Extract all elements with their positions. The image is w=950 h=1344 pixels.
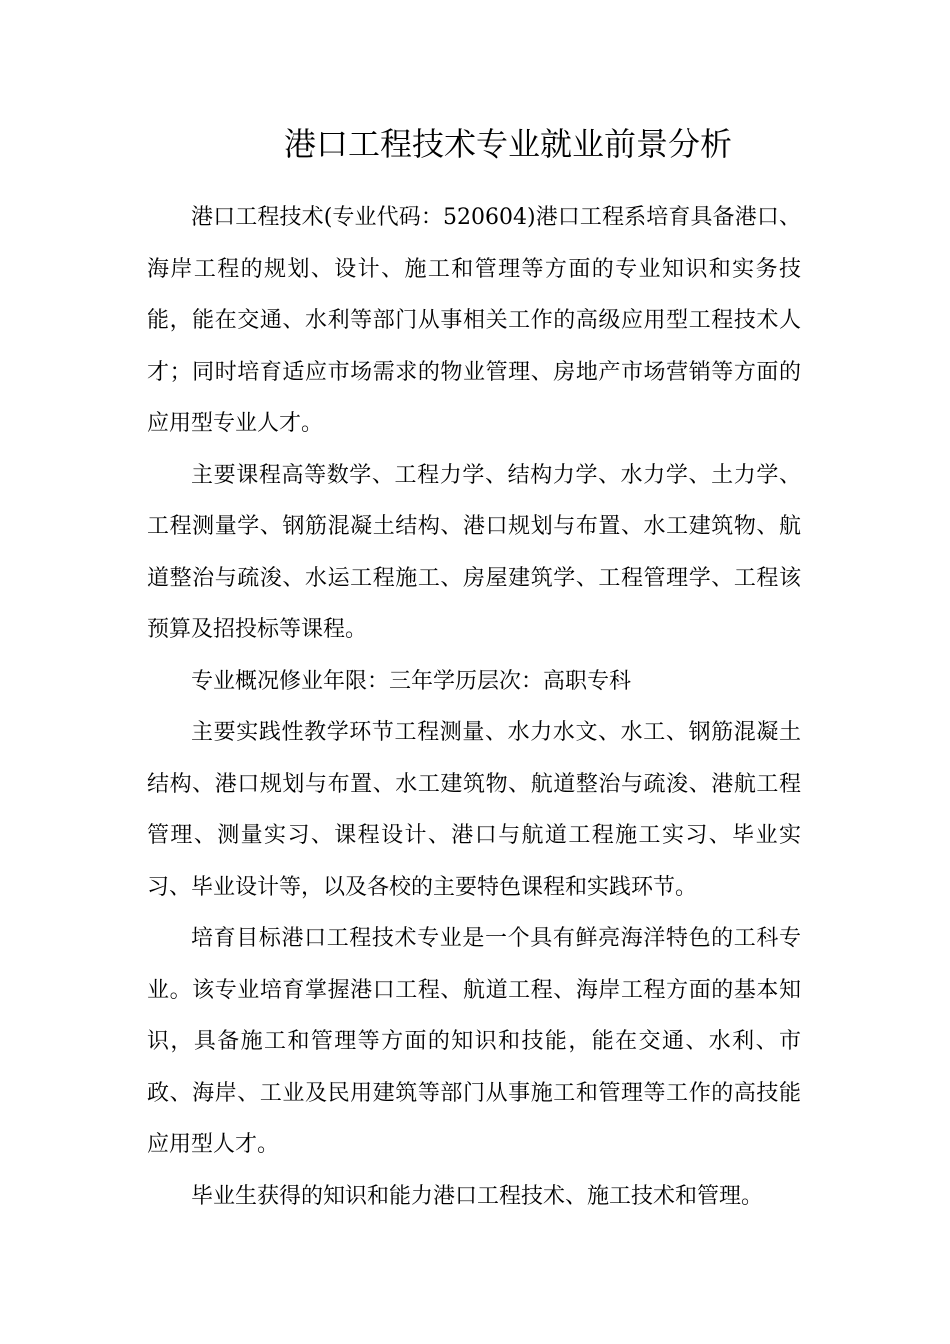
paragraph-training-goal: 培育目标港口工程技术专业是一个具有鲜亮海洋特色的工科专业。该专业培育掌握港口工程、航道工程、海岸工程方面的基本知识，具备施工和管理等方面的知识和技能，能在交通、水利、市政、海岸、工业及民用建筑等部门从事施工和管理等工作的高技能应用型人才。 — [147, 926, 801, 1157]
paragraph-program-intro: 港口工程技术(专业代码：520604)港口工程系培育具备港口、海岸工程的规划、设计、施工和管理等方面的专业知识和实务技能，能在交通、水利等部门从事相关工作的高级应用型工程技术人才；同时培育适应市场需求的物业管理、房地产市场营销等方面的应用型专业人才。 — [147, 205, 801, 436]
document-body — [147, 192, 801, 1222]
paragraph-practical-training: 主要实践性教学环节工程测量、水力水文、水工、钢筋混凝土结构、港口规划与布置、水工建筑物、航道整治与疏浚、港航工程管理、测量实习、课程设计、港口与航道工程施工实习、毕业实习、毕业设计等，以及各校的主要特色课程和实践环节。 — [147, 720, 801, 900]
paragraph-graduate-skills: 毕业生获得的知识和能力港口工程技术、施工技术和管理。 — [191, 1183, 764, 1209]
paragraph-main-courses: 主要课程高等数学、工程力学、结构力学、水力学、土力学、工程测量学、钢筋混凝土结构、港口规划与布置、水工建筑物、航道整治与疏浚、水运工程施工、房屋建筑学、工程管理学、工程该预算及招投标等课程。 — [147, 462, 801, 642]
document-title: 港口工程技术专业就业前景分析 — [283, 125, 732, 163]
paragraph-program-overview: 专业概况修业年限：三年学历层次：高职专科 — [191, 668, 632, 694]
